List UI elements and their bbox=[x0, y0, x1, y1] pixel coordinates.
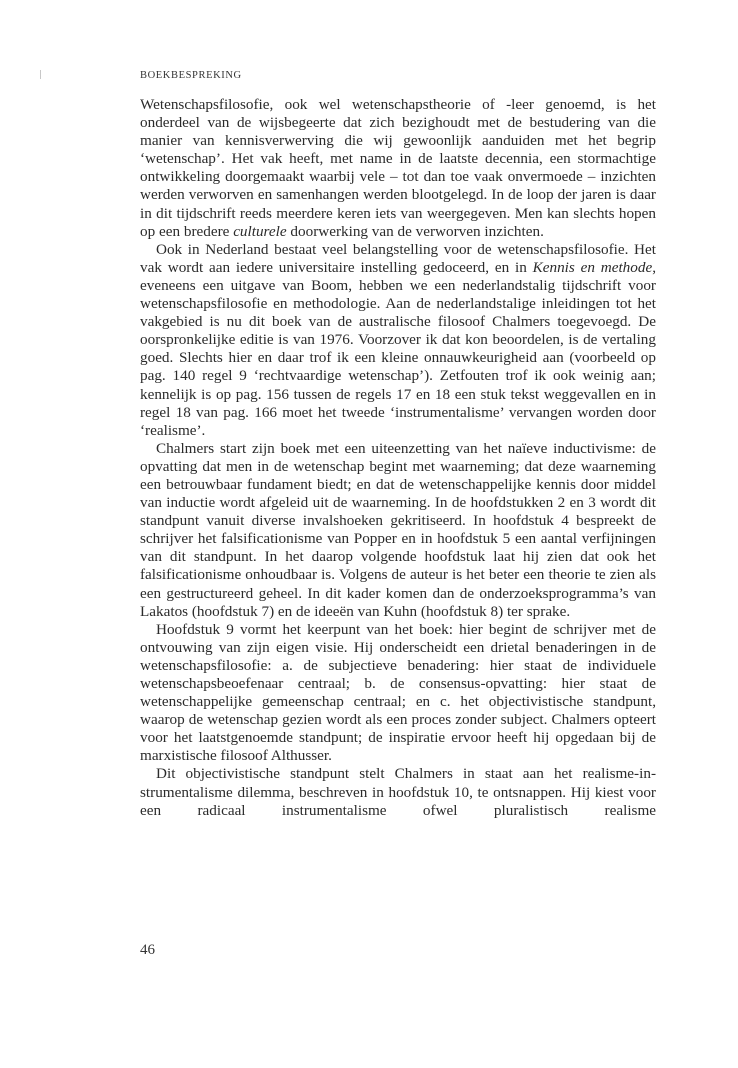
margin-mark bbox=[40, 70, 41, 79]
paragraph-1: Wetenschapsfilosofie, ook wel wetenschapstheorie of -leer genoemd, is het onderdeel van de wijsbegeerte dat zich bezighoudt met de bestudering van die manier van kennisverwerving die wij gewoonlijk aanduiden met het begrip ‘wetenschap’. Het vak heeft, met name in de laatste decennia, een stormachtige ontwikkeling doorgemaakt waarbij vele – tot dan toe vaak onvermoede – inzichten werden verworven en samenhangen werden blootgelegd. In de loop der jaren is daar in dit tijdschrift reeds meerdere keren iets van weergegeven. Men kan slechts hopen op een bredere culturele doorwerking van de verworven inzichten. bbox=[140, 96, 656, 240]
paragraph-4: Hoofdstuk 9 vormt het keerpunt van het boek: hier begint de schrijver met de ontvouwing van zijn eigen visie. Hij onderscheidt een drietal benaderingen in de wetenschapsfilosofie: a. de subjectieve benadering: hier staat de individuele wetenschapsbeoefenaar centraal; b. de consensus-opvatting: hier staat de wetenschappelijke gemeenschap centraal; en c. het objectivistische standpunt, waarop de wetenschap gezien wordt als een proces zonder subject. Chalmers opteert voor het laatstgenoemde standpunt; de inspiratie ervoor heeft hij opgedaan bij de marxistische filosoof Althusser. bbox=[140, 620, 656, 765]
paragraph-3: Chalmers start zijn boek met een uiteenzetting van het naïeve inductivisme: de opvatting dat men in de wetenschap begint met waarneming; dat deze waarneming een betrouwbaar fundament biedt; en dat de wetenschappelijke kennis door middel van inductie wordt afgeleid uit de waarneming. In de hoofdstukken 2 en 3 wordt dit standpunt vanuit diverse invalshoeken gekritiseerd. In hoofdstuk 4 bespreekt de schrijver het falsificationisme van Popper en in hoofdstuk 5 een aantal verfijningen van dit standpunt. In het daarop volgende hoofdstuk laat hij zien dat ook het falsificationisme onhoudbaar is. Volgens de auteur is het beter een theorie te zien als een gestructureerd geheel. In dit kader komen dan de onderzoeksprogramma’s van Lakatos (hoofdstuk 7) en de ideeën van Kuhn (hoofdstuk 8) ter sprake. bbox=[140, 439, 656, 620]
article-body bbox=[140, 96, 656, 820]
page-number: 46 bbox=[140, 942, 155, 958]
paragraph-5: Dit objectivistische standpunt stelt Chalmers in staat aan het realisme-instrumentalisme dilemma, beschreven in hoofdstuk 10, te ontsnappen. Hij kiest voor een radicaal instrumentalisme ofwel pluralistisch realisme bbox=[140, 765, 656, 819]
paragraph-2: Ook in Nederland bestaat veel belangstelling voor de wetenschapsfilosofie. Het vak wordt aan iedere universitaire instelling gedoceerd, en in Kennis en methode, eveneens een uitgave van Boom, hebben we een nederlandstalig tijdschrift voor wetenschapsfilosofie en methodologie. Aan de nederlandstalige inleidingen tot het vakgebied is nu dit boek van de australische filosoof Chalmers toegevoegd. De oorspronkelijke editie is van 1976. Voorzover ik dat kon beoordelen, is de vertaling goed. Slechts hier en daar trof ik een kleine onnauwkeurigheid aan (voorbeeld op pag. 140 regel 9 ‘rechtvaardige wetenschap’). Zetfouten trof ik ook weinig aan; kennelijk is op pag. 156 tussen de regels 17 en 18 een stuk tekst weggevallen en in regel 18 van pag. 166 moet het tweede ‘instrumentalisme’ vervangen worden door ‘realisme’. bbox=[140, 240, 656, 439]
running-header: BOEKBESPREKING bbox=[140, 70, 242, 81]
